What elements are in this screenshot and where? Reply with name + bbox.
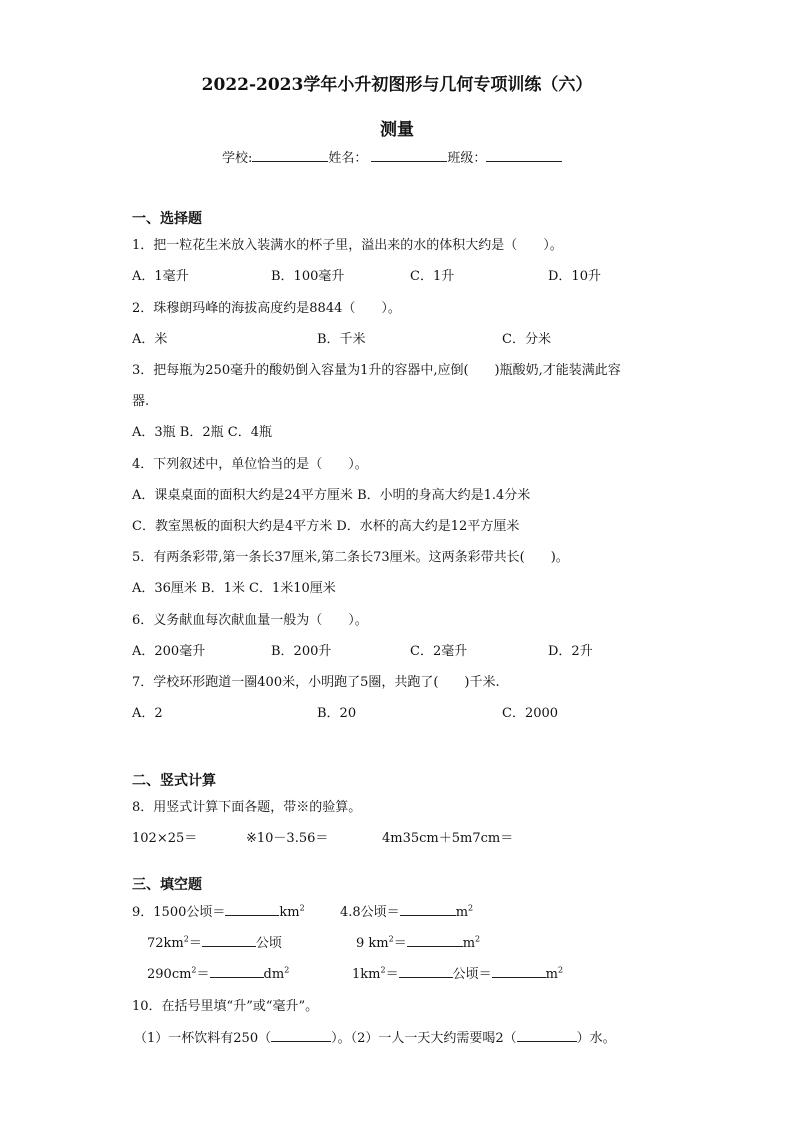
q9-blank-6[interactable] bbox=[399, 964, 453, 978]
q6-option-d[interactable]: D．2升 bbox=[548, 644, 593, 659]
school-label: 学校: bbox=[222, 151, 253, 166]
q9-blank-1[interactable] bbox=[225, 902, 279, 916]
q2-option-a[interactable]: A．米 bbox=[132, 332, 168, 347]
q8-item-2: ※10－3.56＝ bbox=[246, 831, 329, 846]
q6-option-c[interactable]: C．2毫升 bbox=[410, 644, 468, 659]
info-line bbox=[222, 147, 562, 166]
q1-option-c[interactable]: C．1升 bbox=[410, 269, 455, 284]
q9-row3-a: $290cm^2= dm^2$ bbox=[147, 965, 290, 982]
q8-item-1: 102×25＝ bbox=[132, 831, 198, 846]
q4-stem: 4．下列叙述中，单位恰当的是（ ）。 bbox=[132, 457, 368, 472]
class-field[interactable] bbox=[486, 148, 562, 162]
q9-blank-5[interactable] bbox=[210, 964, 264, 978]
q2-option-b[interactable]: B．千米 bbox=[317, 332, 366, 347]
section-vertical-calc: 二、竖式计算 bbox=[132, 773, 216, 789]
q1-option-d[interactable]: D．10升 bbox=[548, 269, 601, 284]
q10-blank-2[interactable] bbox=[517, 1028, 577, 1042]
q10-stem: 10．在括号里填“升”或“毫升”。 bbox=[132, 999, 319, 1014]
q7-stem: 7．学校环形跑道一圈400米，小明跑了5圈，共跑了( )千米. bbox=[132, 675, 500, 690]
q7-option-c[interactable]: C．2000 bbox=[502, 706, 559, 721]
q9-row3-b: $1km^2=$ 公顷＝ $m^2$ bbox=[352, 965, 564, 982]
q3-stem-cont: 器. bbox=[132, 394, 150, 409]
q8-stem: 8．用竖式计算下面各题，带※的验算。 bbox=[132, 800, 362, 815]
q9-blank-2[interactable] bbox=[400, 902, 456, 916]
q9-row1-a: 9．1500公顷＝ $km^2$ bbox=[132, 903, 305, 920]
q8-item-3: 4m35cm＋5m7cm＝ bbox=[382, 831, 514, 846]
section-fill-blank: 三、填空题 bbox=[132, 877, 202, 893]
name-field[interactable] bbox=[371, 148, 447, 162]
q9-row1-b: 4.8公顷＝ $m^2$ bbox=[340, 903, 474, 920]
q10-parts: （1）一杯饮料有250（ ）。（2）一人一天大约需要喝2（ ）水。 bbox=[134, 1027, 616, 1046]
q9-row2-a: $72km^2=$ 公顷 bbox=[147, 934, 282, 951]
q9-blank-3[interactable] bbox=[202, 933, 256, 947]
q7-option-a[interactable]: A．2 bbox=[132, 706, 163, 721]
q7-option-b[interactable]: B．20 bbox=[317, 706, 357, 721]
section-choice: 一、选择题 bbox=[132, 211, 202, 227]
q1-option-a[interactable]: A．1毫升 bbox=[132, 269, 189, 284]
q9-blank-4[interactable] bbox=[407, 933, 463, 947]
q6-option-b[interactable]: B．200升 bbox=[271, 644, 332, 659]
q1-option-b[interactable]: B．100毫升 bbox=[271, 269, 345, 284]
q1-stem: 1．把一粒花生米放入装满水的杯子里，溢出来的水的体积大约是（ ）。 bbox=[132, 238, 563, 253]
q2-stem: 2．珠穆朗玛峰的海拔高度约是8844（ ）。 bbox=[132, 301, 401, 316]
q6-stem: 6．义务献血每次献血量一般为（ ）。 bbox=[132, 613, 368, 628]
q9-row2-b: 9 $km^2= m^2$ bbox=[356, 934, 481, 951]
q3-options[interactable]: A．3瓶 B．2瓶 C．4瓶 bbox=[132, 425, 272, 440]
page-subtitle: 测量 bbox=[380, 120, 414, 140]
q4-options-ab[interactable]: A．课桌桌面的面积大约是24平方厘米 B．小明的身高大约是1.4分米 bbox=[132, 488, 531, 503]
q3-stem: 3．把每瓶为250毫升的酸奶倒入容量为1升的容器中,应倒( )瓶酸奶,才能装满此容 bbox=[132, 363, 621, 378]
class-label: 班级： bbox=[447, 151, 487, 166]
q10-blank-1[interactable] bbox=[271, 1028, 331, 1042]
q2-option-c[interactable]: C．分米 bbox=[502, 332, 551, 347]
q6-option-a[interactable]: A．200毫升 bbox=[132, 644, 206, 659]
q9-blank-7[interactable] bbox=[492, 964, 546, 978]
q5-stem: 5．有两条彩带,第一条长37厘米,第二条长73厘米。这两条彩带共长( )。 bbox=[132, 550, 569, 565]
school-field[interactable] bbox=[252, 148, 328, 162]
q4-options-cd[interactable]: C．教室黑板的面积大约是4平方米 D．水杯的高大约是12平方厘米 bbox=[132, 519, 520, 534]
name-label: 姓名： bbox=[328, 151, 368, 166]
q5-options[interactable]: A．36厘米 B．1米 C．1米10厘米 bbox=[132, 581, 336, 596]
page-title: 2022-2023学年小升初图形与几何专项训练（六） bbox=[201, 75, 593, 95]
